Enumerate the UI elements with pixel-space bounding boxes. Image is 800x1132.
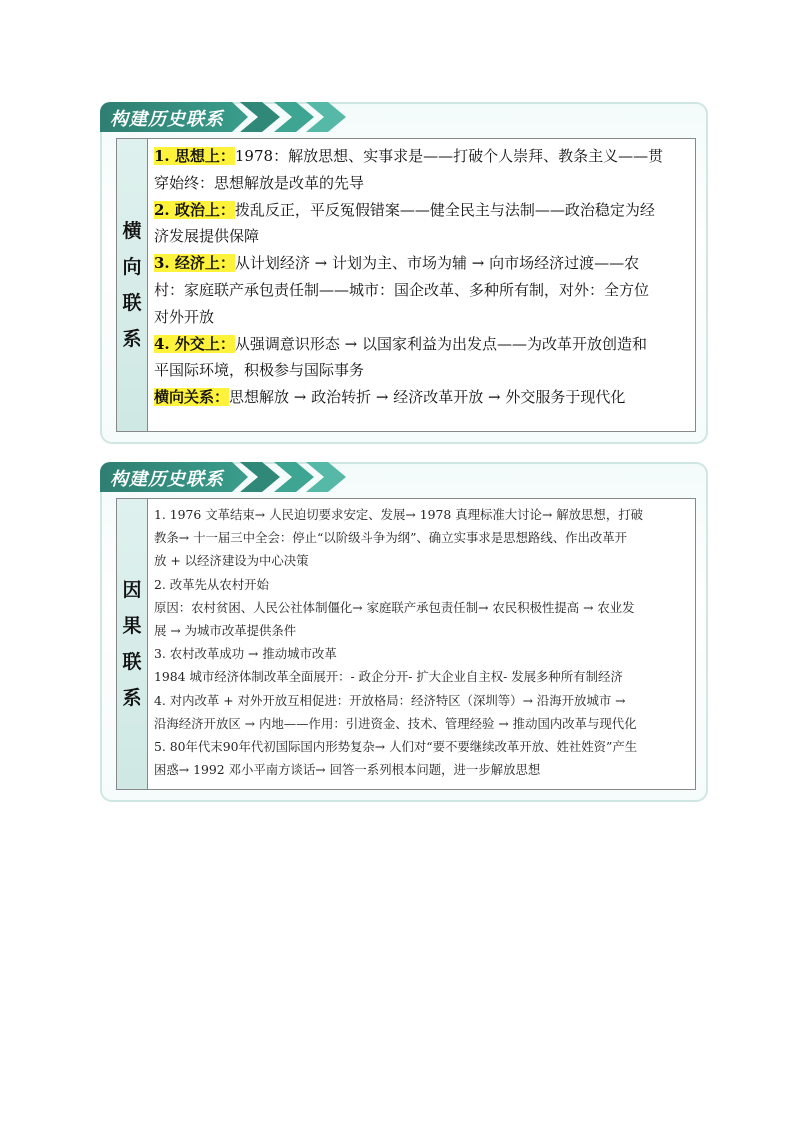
horizontal-connection-card <box>100 102 708 444</box>
text-line <box>154 304 687 331</box>
line-text: 穿始终：思想解放是改革的先导 <box>154 173 365 192</box>
side-char: 联 <box>122 651 142 673</box>
text-line: 4. 对内改革 + 对外开放互相促进：开放格局：经济特区（深圳等）→ 沿海开放城市 → <box>154 692 626 708</box>
line-text: 1978：解放思想、实事求是——打破个人崇拜、教条主义——贯 <box>234 147 664 165</box>
text-line: 原因：农村贫困、人民公社体制僵化→ 家庭联产承包责任制→ 农民积极性提高 → 农业发 <box>154 599 635 615</box>
chevron-right-icon <box>274 102 314 132</box>
text-line <box>154 331 687 358</box>
side-char: 果 <box>122 615 142 637</box>
highlight-label: 1. 思想上： <box>154 147 235 165</box>
text-line: 5. 80年代末90年代初国际国内形势复杂→ 人们对“要不要继续改革开放、姓社姓资”产生 <box>154 739 638 755</box>
content-text <box>148 139 695 431</box>
text-line: 困惑→ 1992 邓小平南方谈话→ 回答一系列根本问题，进一步解放思想 <box>154 762 541 778</box>
line-text: 思想解放 → 政治转折 → 经济改革开放 → 外交服务于现代化 <box>229 388 626 407</box>
side-label <box>117 499 148 789</box>
side-char: 系 <box>122 328 142 350</box>
line-text: 从计划经济 → 计划为主、市场为辅 → 向市场经济过渡——农 <box>234 254 640 273</box>
text-line: 3. 农村改革成功 → 推动城市改革 <box>154 646 337 662</box>
text-line <box>154 384 687 411</box>
text-line <box>154 277 687 304</box>
text-line <box>154 223 687 250</box>
text-line <box>154 357 687 384</box>
text-line: 放 + 以经济建设为中心决策 <box>154 553 309 569</box>
line-text: 村：家庭联产承包责任制——城市：国企改革、多种所有制，对外：全方位 <box>154 280 650 299</box>
text-line: 教条→ 十一届三中全会：停止“以阶级斗争为纲”、确立实事求是思想路线、作出改革开 <box>154 530 628 546</box>
causal-connection-card <box>100 462 708 802</box>
side-char: 联 <box>122 292 142 314</box>
section-header <box>100 102 400 132</box>
content-table <box>116 138 696 432</box>
content-table <box>116 498 696 790</box>
line-text: 拨乱反正，平反冤假错案——健全民主与法制——政治稳定为经 <box>234 200 655 219</box>
side-label <box>117 139 148 431</box>
line-text: 济发展提供保障 <box>154 227 260 246</box>
text-line <box>154 197 687 224</box>
text-line: 1984 城市经济体制改革全面展开：- 政企分开- 扩大企业自主权- 发展多种所有制经济 <box>154 669 623 685</box>
line-text: 平国际环境，积极参与国际事务 <box>154 361 365 380</box>
text-line <box>154 143 687 170</box>
side-char: 向 <box>122 256 142 278</box>
section-title: 构建历史联系 <box>110 469 224 490</box>
text-line: 展 → 为城市改革提供条件 <box>154 623 297 639</box>
text-line: 沿海经济开放区 → 内地——作用：引进资金、技术、管理经验 → 推动国内改革与现代化 <box>154 715 637 731</box>
highlight-label: 4. 外交上： <box>154 334 235 353</box>
highlight-label: 3. 经济上： <box>154 254 235 273</box>
line-text: 对外开放 <box>154 307 215 326</box>
text-line <box>154 170 687 197</box>
highlight-label: 横向关系： <box>154 388 230 407</box>
content-text <box>148 499 695 789</box>
section-title: 构建历史联系 <box>110 109 224 130</box>
line-text: 从强调意识形态 → 以国家利益为出发点——为改革开放创造和 <box>234 334 647 353</box>
highlight-label: 2. 政治上： <box>154 200 235 219</box>
side-char: 横 <box>122 220 142 242</box>
chevron-right-icon <box>274 462 314 492</box>
side-char: 因 <box>122 579 142 601</box>
text-line: 2. 改革先从农村开始 <box>154 576 269 592</box>
section-header <box>100 462 400 492</box>
side-char: 系 <box>122 687 142 709</box>
text-line: 1. 1976 文革结束→ 人民迫切要求安定、发展→ 1978 真理标准大讨论→ 解放思想，打破 <box>154 507 643 522</box>
text-line <box>154 250 687 277</box>
